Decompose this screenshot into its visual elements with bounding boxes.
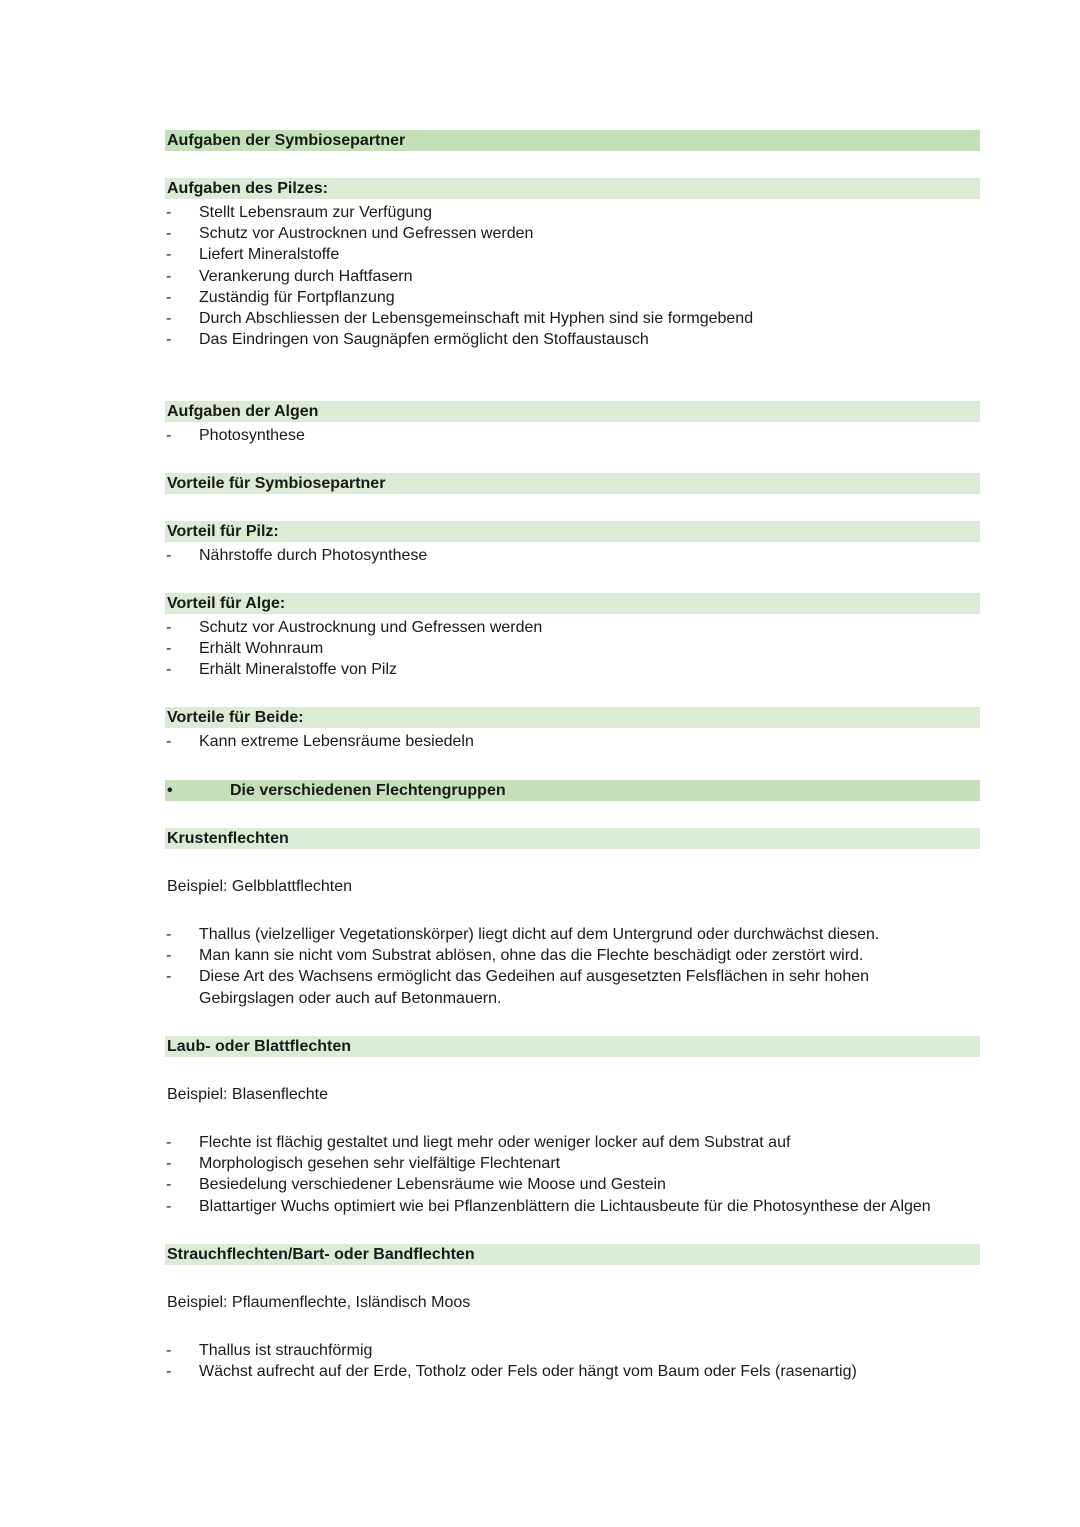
heading-flechtengruppen [165,780,980,801]
list-item: - Diese Art des Wachsens ermöglicht das Gedeihen auf ausgesetzten Felsflächen in sehr hohen Gebirgslagen oder auch auf Betonmauern. [166,968,870,1007]
heading-aufgaben-symbiosepartner: Aufgaben der Symbiosepartner [165,130,980,151]
list-marker: - [166,1155,172,1173]
list-vorteile-beide [165,731,980,752]
heading-aufgaben-pilz: Aufgaben des Pilzes: [165,178,980,199]
bullet-marker: • [167,782,173,799]
list-item: - Schutz vor Austrocknung und Gefressen werden [165,617,980,638]
list-item: - Blattartiger Wuchs optimiert wie bei Pflanzenblättern die Lichtausbeute für die Photosynthese der Algen [165,1196,980,1217]
list-aufgaben-algen [165,425,980,446]
heading-krustenflechten: Krustenflechten [165,828,980,849]
list-item: - Schutz vor Austrocknen und Gefressen werden [165,223,980,244]
heading-aufgaben-algen: Aufgaben der Algen [165,401,980,422]
list-marker: - [166,204,172,221]
list-marker: - [166,947,172,965]
list-item: - Liefert Mineralstoffe [165,244,980,265]
list-item: - Zuständig für Fortpflanzung [165,287,980,308]
beispiel-krustenflechten: Beispiel: Gelbblattflechten [167,878,352,895]
list-item: - Kann extreme Lebensräume besiedeln [165,731,980,752]
list-vorteil-pilz [165,545,980,566]
list-item: - Flechte ist flächig gestaltet und liegt mehr oder weniger locker auf dem Substrat auf [165,1132,980,1153]
list-item: - Erhält Mineralstoffe von Pilz [165,659,980,680]
list-item: - Thallus (vielzelliger Vegetationskörper) liegt dicht auf dem Untergrund oder durchwächst diesen. [165,924,980,945]
list-marker: - [166,288,172,306]
heading-laubflechten: Laub- oder Blattflechten [165,1036,980,1057]
list-marker: - [166,246,172,264]
list-item: - Nährstoffe durch Photosynthese [165,545,980,566]
list-item: - Thallus ist strauchförmig [165,1340,980,1361]
list-item: - Erhält Wohnraum [165,638,980,659]
list-marker: - [166,1134,172,1151]
list-marker: - [166,427,172,444]
heading-strauchflechten: Strauchflechten/Bart- oder Bandflechten [165,1244,980,1265]
list-marker: - [166,619,172,636]
list-marker: - [166,267,172,285]
heading-flechtengruppen-text: Die verschiedenen Flechtengruppen [230,782,506,799]
list-vorteil-alge [165,617,980,681]
list-item: - Durch Abschliessen der Lebensgemeinschaft mit Hyphen sind sie formgebend [165,308,980,329]
list-marker: - [166,926,172,943]
beispiel-laubflechten: Beispiel: Blasenflechte [167,1086,328,1103]
list-strauchflechten [165,1340,980,1382]
list-item: - Photosynthese [165,425,980,446]
list-item: - Stellt Lebensraum zur Verfügung [165,202,980,223]
list-marker: - [166,640,172,658]
list-item: - Wächst aufrecht auf der Erde, Totholz oder Fels oder hängt vom Baum oder Fels (rasenartig) [165,1361,980,1382]
heading-vorteile-symbiosepartner: Vorteile für Symbiosepartner [165,473,980,494]
list-laubflechten [165,1132,980,1217]
list-marker: - [166,225,172,243]
heading-vorteil-pilz: Vorteil für Pilz: [165,521,980,542]
list-marker: - [166,331,172,349]
list-marker: - [166,1197,172,1215]
list-marker: - [166,661,172,679]
list-item: - Morphologisch gesehen sehr vielfältige Flechtenart [165,1153,980,1174]
list-marker: - [166,547,172,564]
list-aufgaben-pilz [165,202,980,350]
list-marker: - [166,968,172,986]
heading-vorteile-beide: Vorteile für Beide: [165,707,980,728]
list-marker: - [166,310,172,328]
list-marker: - [166,733,172,750]
list-item: - Verankerung durch Haftfasern [165,266,980,287]
list-marker: - [166,1176,172,1194]
list-marker: - [166,1363,172,1381]
list-krustenflechten [165,924,980,1009]
heading-vorteil-alge: Vorteil für Alge: [165,593,980,614]
list-marker: - [166,1342,172,1359]
list-item: - Besiedelung verschiedener Lebensräume wie Moose und Gestein [165,1174,980,1195]
list-item: - Das Eindringen von Saugnäpfen ermöglicht den Stoffaustausch [165,329,980,350]
beispiel-strauchflechten: Beispiel: Pflaumenflechte, Isländisch Moos [167,1294,471,1311]
list-item: - Man kann sie nicht vom Substrat ablösen, ohne das die Flechte beschädigt oder zerstört wird. [165,945,980,966]
